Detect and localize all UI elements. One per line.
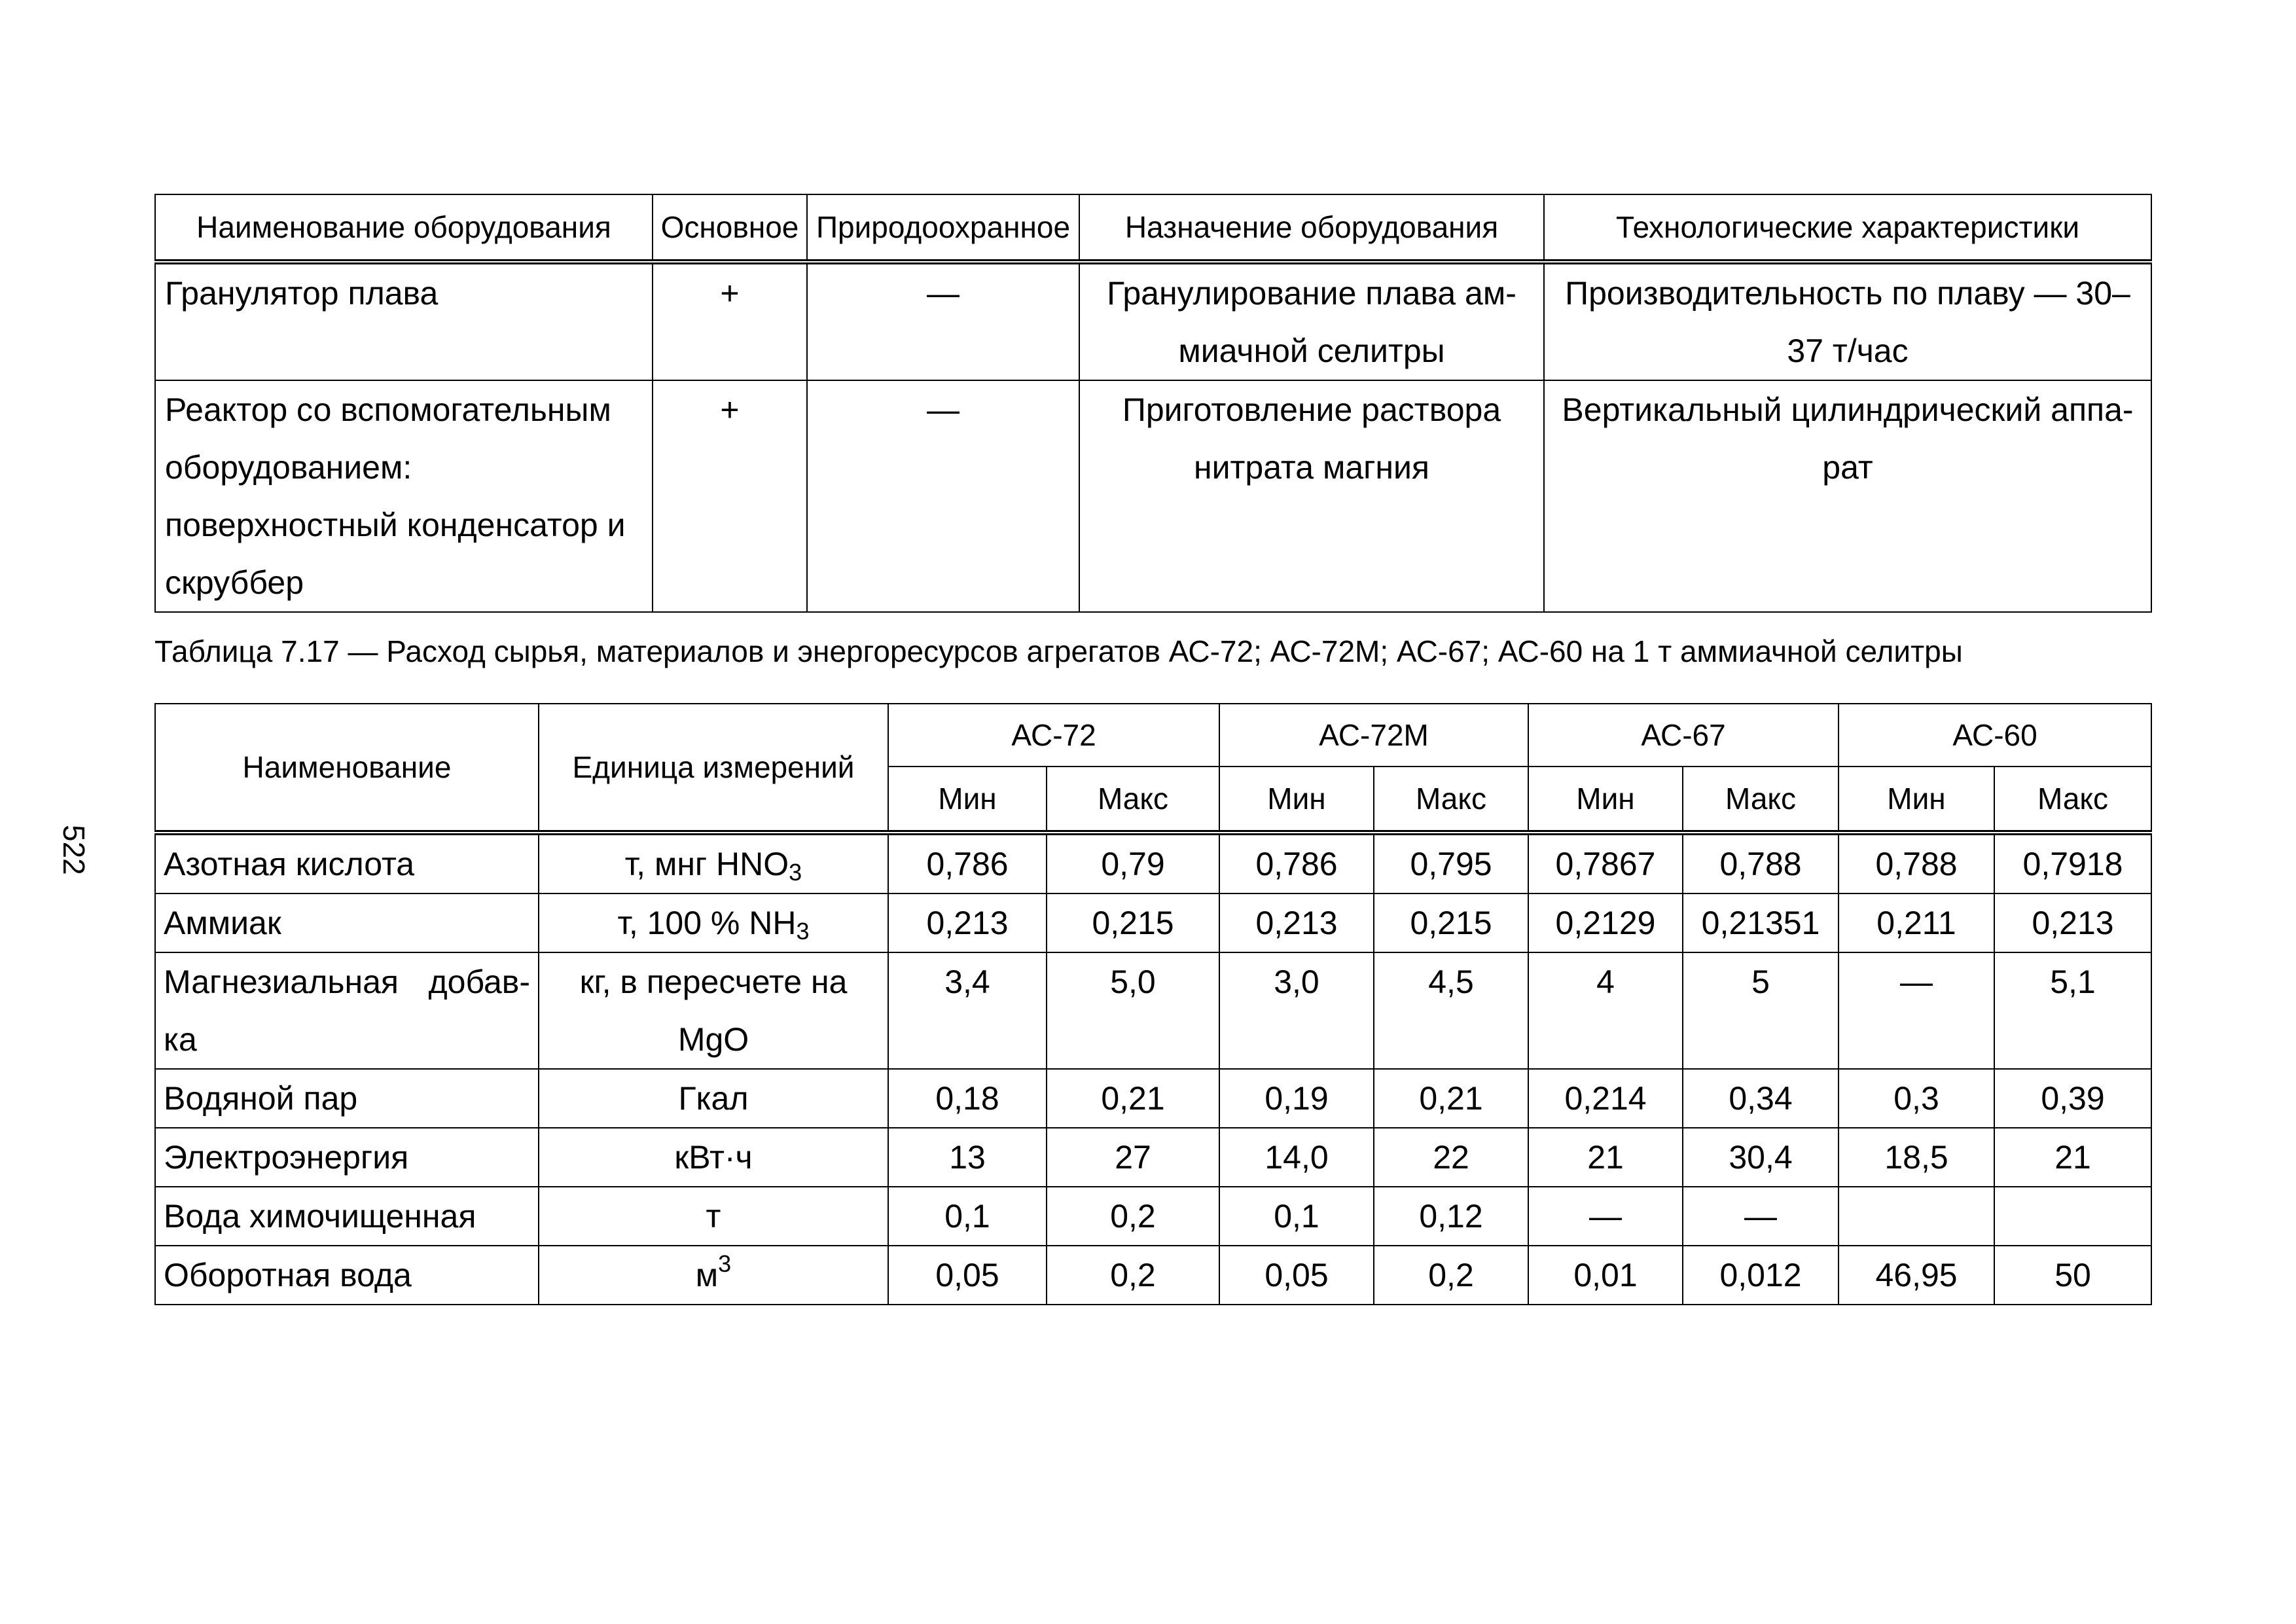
value-cell: 5,0	[1047, 952, 1219, 1069]
cell-line: скруббер	[165, 564, 304, 601]
cell-line: рат	[1822, 449, 1873, 486]
value-cell: 0,1	[1219, 1187, 1374, 1246]
unit-cell	[539, 1246, 888, 1305]
cell-line: 37 т/час	[1787, 333, 1909, 369]
header-unit-ac72m: АС-72М	[1219, 704, 1528, 767]
header-main: Основное	[653, 194, 807, 262]
value-cell: 14,0	[1219, 1128, 1374, 1187]
cell-line: Производительность по плаву — 30–	[1565, 275, 2130, 312]
table-row	[155, 1128, 2151, 1187]
cell-line: Гранулирование плава ам-	[1107, 275, 1516, 312]
value-cell: 3,4	[888, 952, 1047, 1069]
material-name-cell: Оборотная вода	[155, 1246, 539, 1305]
value-cell: 4	[1528, 952, 1683, 1069]
consumption-table	[154, 703, 2152, 1305]
value-cell: —	[1839, 952, 1994, 1069]
cell-line: оборудованием:	[165, 449, 412, 486]
value-cell: 0,21	[1047, 1069, 1219, 1128]
value-cell: 0,213	[888, 893, 1047, 952]
value-cell: 0,786	[888, 833, 1047, 893]
cell-line: Приготовление раствора	[1122, 391, 1501, 428]
header-min: Мин	[888, 767, 1047, 833]
cell-line: Гранулятор плава	[165, 275, 439, 312]
consumption-header-row	[155, 704, 2151, 767]
main-cell: +	[653, 262, 807, 380]
purpose-cell	[1079, 380, 1544, 612]
material-name-cell: Азотная кислота	[155, 833, 539, 893]
header-environmental: Природоохранное	[807, 194, 1079, 262]
table-caption: Таблица 7.17 — Расход сырья, материалов и энергоресурсов агрегатов АС-72; АС-72М; АС-67; АС-60 на 1 т аммиачной селитры	[154, 634, 1963, 668]
table-row	[155, 952, 2151, 1069]
equipment-name-cell	[155, 380, 653, 612]
table-row	[155, 893, 2151, 952]
cell-line: MgO	[677, 1021, 749, 1058]
header-unit-ac67: АС-67	[1528, 704, 1839, 767]
material-name-cell: Вода химочищенная	[155, 1187, 539, 1246]
header-min: Мин	[1219, 767, 1374, 833]
value-cell: 0,786	[1219, 833, 1374, 893]
value-cell: 0,21351	[1683, 893, 1839, 952]
value-cell: 13	[888, 1128, 1047, 1187]
value-cell: 0,795	[1374, 833, 1528, 893]
environmental-cell: —	[807, 262, 1079, 380]
unit-text: т, 100 % NH	[617, 905, 797, 941]
table-row	[155, 380, 2151, 612]
main-cell: +	[653, 380, 807, 612]
table-row	[155, 1187, 2151, 1246]
cell-line: миачной селитры	[1178, 333, 1445, 369]
table-row	[155, 262, 2151, 380]
value-cell: 0,2	[1374, 1246, 1528, 1305]
value-cell	[1994, 1187, 2151, 1246]
unit-cell: т	[539, 1187, 888, 1246]
value-cell: 0,2	[1047, 1246, 1219, 1305]
unit-text: м	[695, 1257, 719, 1293]
table-row	[155, 1069, 2151, 1128]
header-unit-ac60: АС-60	[1839, 704, 2151, 767]
page-number: 522	[57, 825, 91, 875]
header-max: Макс	[1994, 767, 2151, 833]
value-cell: 0,214	[1528, 1069, 1683, 1128]
value-cell: 0,34	[1683, 1069, 1839, 1128]
cell-line-justified	[164, 953, 530, 1011]
header-unit: Единица измерений	[539, 704, 888, 833]
header-unit-ac72: АС-72	[888, 704, 1219, 767]
header-max: Макс	[1047, 767, 1219, 833]
value-cell: 0,7918	[1994, 833, 2151, 893]
value-cell: 0,01	[1528, 1246, 1683, 1305]
cell-line: поверхностный конденсатор и	[165, 507, 626, 543]
value-cell: 0,7867	[1528, 833, 1683, 893]
value-cell: 27	[1047, 1128, 1219, 1187]
cell-line: Вертикальный цилиндрический аппа-	[1562, 391, 2134, 428]
header-name: Наименование	[155, 704, 539, 833]
value-cell: 0,1	[888, 1187, 1047, 1246]
value-cell: 0,215	[1047, 893, 1219, 952]
value-cell: —	[1528, 1187, 1683, 1246]
value-cell: 0,18	[888, 1069, 1047, 1128]
value-cell: 0,3	[1839, 1069, 1994, 1128]
header-max: Макс	[1374, 767, 1528, 833]
value-cell: 0,012	[1683, 1246, 1839, 1305]
unit-cell	[539, 833, 888, 893]
purpose-cell	[1079, 262, 1544, 380]
value-cell: 0,2129	[1528, 893, 1683, 952]
value-cell: 0,213	[1219, 893, 1374, 952]
value-cell: 0,213	[1994, 893, 2151, 952]
specs-cell	[1544, 380, 2151, 612]
material-name-cell: Электроэнергия	[155, 1128, 539, 1187]
header-specs: Технологические характеристики	[1544, 194, 2151, 262]
equipment-header-row	[155, 194, 2151, 262]
value-cell: 5,1	[1994, 952, 2151, 1069]
material-name-cell: Водяной пар	[155, 1069, 539, 1128]
specs-cell	[1544, 262, 2151, 380]
header-min: Мин	[1839, 767, 1994, 833]
header-max: Макс	[1683, 767, 1839, 833]
value-cell: 0,12	[1374, 1187, 1528, 1246]
header-equipment-name: Наименование оборудования	[155, 194, 653, 262]
header-purpose: Назначение оборудования	[1079, 194, 1544, 262]
value-cell: 21	[1528, 1128, 1683, 1187]
value-cell: 0,788	[1839, 833, 1994, 893]
value-cell: 0,79	[1047, 833, 1219, 893]
value-cell: 0,05	[1219, 1246, 1374, 1305]
value-cell: 0,211	[1839, 893, 1994, 952]
unit-cell: Гкал	[539, 1069, 888, 1128]
table-row	[155, 1246, 2151, 1305]
value-cell: 0,05	[888, 1246, 1047, 1305]
unit-text: т, мнг HNO	[624, 846, 789, 882]
unit-cell: кВт·ч	[539, 1128, 888, 1187]
word: Магнезиальная	[164, 964, 399, 1000]
value-cell: 0,2	[1047, 1187, 1219, 1246]
unit-cell	[539, 893, 888, 952]
word: добав-	[428, 964, 530, 1000]
value-cell: 46,95	[1839, 1246, 1994, 1305]
value-cell: 30,4	[1683, 1128, 1839, 1187]
value-cell: 0,215	[1374, 893, 1528, 952]
value-cell: 3,0	[1219, 952, 1374, 1069]
value-cell: 0,19	[1219, 1069, 1374, 1128]
value-cell	[1839, 1187, 1994, 1246]
table-row	[155, 833, 2151, 893]
equipment-table	[154, 194, 2152, 613]
header-min: Мин	[1528, 767, 1683, 833]
unit-cell	[539, 952, 888, 1069]
material-name-cell: Аммиак	[155, 893, 539, 952]
value-cell: 4,5	[1374, 952, 1528, 1069]
value-cell: 0,39	[1994, 1069, 2151, 1128]
value-cell: 0,788	[1683, 833, 1839, 893]
value-cell: 0,21	[1374, 1069, 1528, 1128]
value-cell: 50	[1994, 1246, 2151, 1305]
value-cell: 5	[1683, 952, 1839, 1069]
material-name-cell	[155, 952, 539, 1069]
cell-line: нитрата магния	[1193, 449, 1430, 486]
unit-superscript: 3	[718, 1250, 732, 1277]
cell-line: Реактор со вспомогательным	[165, 391, 611, 428]
cell-line: кг, в пересчете на	[579, 964, 848, 1000]
environmental-cell: —	[807, 380, 1079, 612]
value-cell: —	[1683, 1187, 1839, 1246]
unit-subscript: 3	[789, 859, 802, 886]
equipment-name-cell	[155, 262, 653, 380]
value-cell: 22	[1374, 1128, 1528, 1187]
cell-line: ка	[164, 1021, 197, 1058]
unit-subscript: 3	[796, 918, 810, 945]
value-cell: 21	[1994, 1128, 2151, 1187]
value-cell: 18,5	[1839, 1128, 1994, 1187]
